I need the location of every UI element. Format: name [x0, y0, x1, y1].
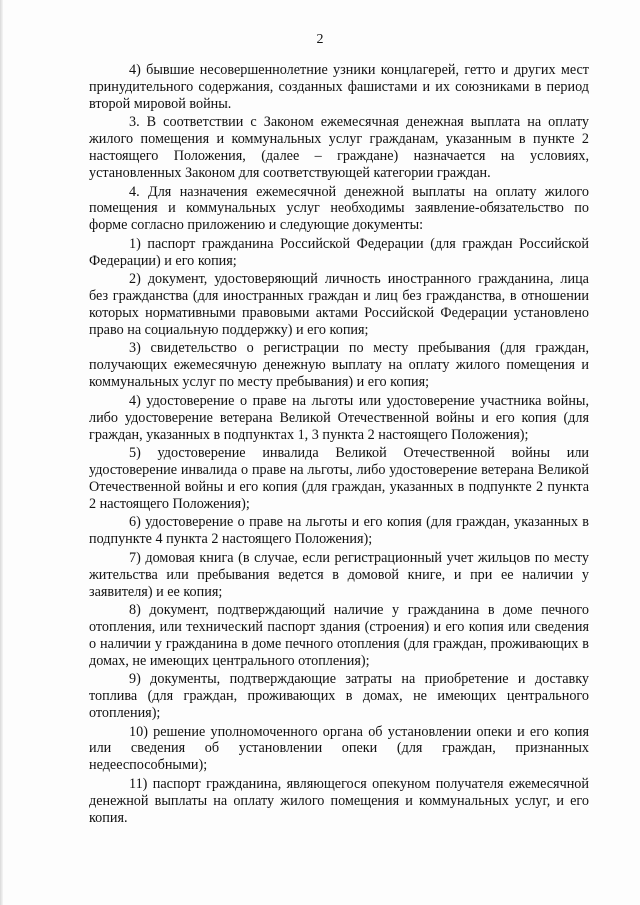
paragraph-doc-4-war-participant: 4) удостоверение о праве на льготы или удостоверение участника войны, либо удостоверение ветерана Великой Отечественной войны и его копия (для граждан, указанных в подпунктах 1, 3 пункта 2 настоящего Положения);	[89, 392, 589, 443]
paragraph-doc-10-guardianship: 10) решение уполномоченного органа об установлении опеки и его копия или сведения об установлении опеки (для граждан, признанных недееспособными);	[89, 723, 589, 774]
page-number: 2	[316, 32, 324, 47]
paragraph-item-4-former-prisoners: 4) бывшие несовершеннолетние узники концлагерей, гетто и других мест принудительного содержания, созданных фашистами и их союзниками в период второй мировой войны.	[89, 62, 589, 112]
paragraph-doc-3-registration: 3) свидетельство о регистрации по месту пребывания (для граждан, получающих ежемесячную денежную выплату на оплату жилого помещения и коммунальных услуг по месту пребывания) и его копия;	[89, 340, 589, 391]
paragraph-clause-3: 3. В соответствии с Законом ежемесячная денежная выплата на оплату жилого помещения и коммунальных услуг гражданам, указанным в пункте 2 настоящего Положения, (далее – граждане) назначается на условиях, установленных Законом для соответствующей категории граждан.	[89, 114, 589, 182]
paragraph-doc-9-fuel-costs: 9) документы, подтверждающие затраты на приобретение и доставку топлива (для граждан, проживающих в домах, не имеющих центрального отопления);	[89, 671, 589, 722]
paragraph-doc-2-identity: 2) документ, удостоверяющий личность иностранного гражданина, лица без гражданства (для иностранных граждан и лиц без гражданства, в отношении которых нормативными правовыми актами Российской Федерации установлено право на социальную поддержку) и его копия;	[89, 271, 589, 338]
paragraph-doc-1-passport: 1) паспорт гражданина Российской Федерации (для граждан Российской Федерации) и его копия;	[89, 235, 589, 269]
scan-edge-shadow	[0, 0, 3, 905]
paragraph-clause-4: 4. Для назначения ежемесячной денежной выплаты на оплату жилого помещения и коммунальных услуг необходимы заявление-обязательство по форме согласно приложению и следующие документы:	[89, 183, 589, 234]
paragraph-doc-8-stove-heating: 8) документ, подтверждающий наличие у гражданина в доме печного отопления, или технический паспорт здания (строения) и его копия или сведения о наличии у гражданина в доме печного отопления (для граждан, проживающих в домах, не имеющих центрального отопления);	[89, 602, 589, 669]
document-body	[89, 62, 589, 828]
paragraph-doc-6-benefits: 6) удостоверение о праве на льготы и его копия (для граждан, указанных в подпункте 4 пункта 2 настоящего Положения);	[89, 514, 589, 548]
paragraph-doc-7-house-book: 7) домовая книга (в случае, если регистрационный учет жильцов по месту жительства или пребывания ведется в домовой книге, и при ее наличии у заявителя) и ее копия;	[89, 549, 589, 600]
paragraph-doc-5-war-invalid: 5) удостоверение инвалида Великой Отечественной войны или удостоверение инвалида о праве на льготы, либо удостоверение ветерана Великой Отечественной войны и его копия (для граждан, указанных в подпункте 2 пункта 2 настоящего Положения);	[89, 445, 589, 512]
paragraph-doc-11-guardian-passport: 11) паспорт гражданина, являющегося опекуном получателя ежемесячной денежной выплаты на оплату жилого помещения и коммунальных услуг, и его копия.	[89, 775, 589, 826]
